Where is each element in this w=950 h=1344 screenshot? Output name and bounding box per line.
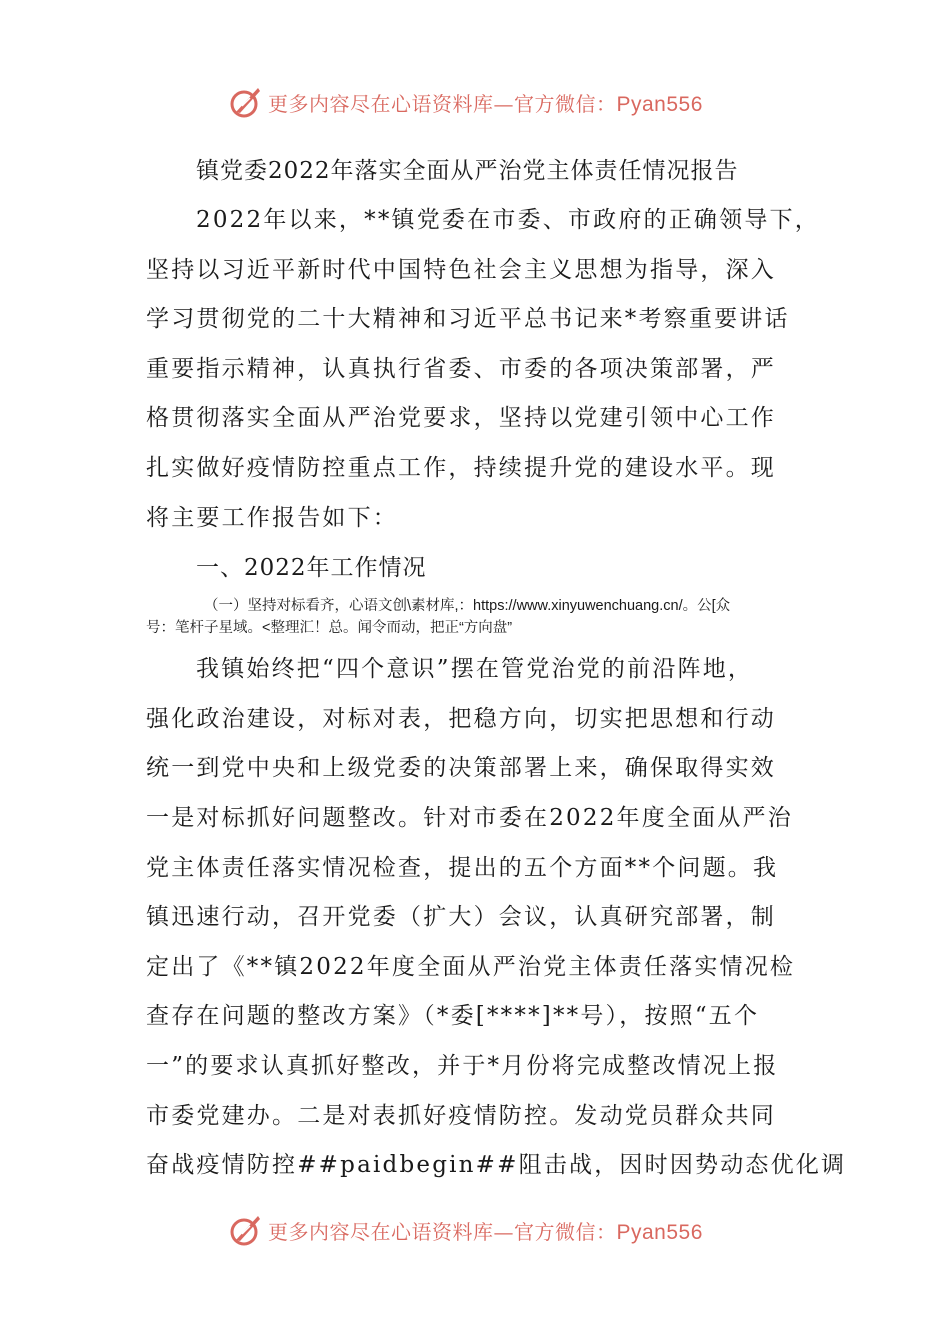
paragraph-line: 2022年以来，**镇党委在市委、市政府的正确领导下， — [196, 207, 820, 233]
paragraph-line: 奋战疫情防控##paidbegin##阻击战，因时因势动态优化调 — [146, 1152, 847, 1179]
paragraph-line: 扎实做好疫情防控重点工作，持续提升党的建设水平。现 — [146, 454, 776, 481]
document-title: 镇党委2022年落实全面从严治党主体责任情况报告 — [196, 158, 739, 184]
sub-heading-line: （一）坚持对标看齐，心语文创\素材库,：https://www.xinyuwenchuang.cn/。公[众 — [204, 598, 731, 615]
sub-heading-line: 号：笔杆子星域。<整理汇！总。闻令而动，把正“方向盘” — [146, 620, 513, 637]
paragraph-line: 重要指示精神，认真执行省委、市委的各项决策部署，严 — [146, 355, 776, 382]
paragraph-line: 市委党建办。二是对表抓好疫情防控。发动党员群众共同 — [146, 1102, 776, 1129]
sub-heading — [146, 593, 810, 645]
paragraph-line: 统一到党中央和上级党委的决策部署上来，确保取得实效 — [146, 755, 776, 782]
section-heading: 一、2022年工作情况 — [196, 555, 427, 582]
quill-logo-icon — [228, 84, 264, 120]
paragraph-line: 坚持以习近平新时代中国特色社会主义思想为指导，深入 — [146, 256, 776, 283]
paragraph-line: 学习贯彻党的二十大精神和习近平总书记来*考察重要讲话 — [146, 306, 790, 333]
paragraph-line: 查存在问题的整改方案》（*委[****]**号），按照“五个 — [146, 1003, 760, 1030]
paragraph-line: 将主要工作报告如下： — [146, 504, 398, 531]
paragraph-line: 镇迅速行动，召开党委（扩大）会议，认真研究部署，制 — [146, 904, 776, 931]
watermark-header — [228, 82, 748, 122]
paragraph-line: 定出了《**镇2022年度全面从严治党主体责任落实情况检 — [146, 953, 796, 980]
watermark-text: 更多内容尽在心语资料库—官方微信：Pyan556 — [268, 91, 703, 116]
paragraph-line: 党主体责任落实情况检查，提出的五个方面**个问题。我 — [146, 854, 779, 881]
paragraph-line: 格贯彻落实全面从严治党要求，坚持以党建引领中心工作 — [146, 405, 776, 432]
paragraph-line: 强化政治建设，对标对表，把稳方向，切实把思想和行动 — [146, 705, 776, 732]
watermark-footer — [228, 1210, 748, 1250]
paragraph-line: 一”的要求认真抓好整改，并于*月份将完成整改情况上报 — [146, 1052, 779, 1079]
paragraph-line: 我镇始终把“四个意识”摆在管党治党的前沿阵地， — [196, 656, 754, 683]
document-body — [146, 146, 847, 1191]
paragraph-line: 一是对标抓好问题整改。针对市委在2022年度全面从严治 — [146, 804, 793, 831]
watermark-text: 更多内容尽在心语资料库—官方微信：Pyan556 — [268, 1219, 703, 1244]
quill-logo-icon — [228, 1212, 264, 1248]
